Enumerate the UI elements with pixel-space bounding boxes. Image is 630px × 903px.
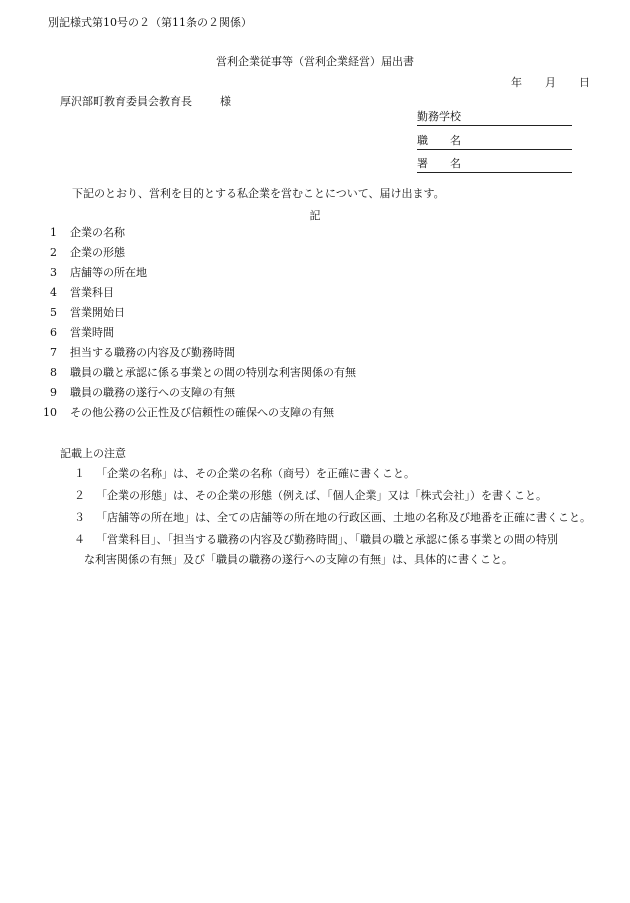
item-text: 店舗等の所在地 xyxy=(70,266,147,279)
item-number: 7 xyxy=(50,346,57,359)
note-number: ３ xyxy=(74,511,85,524)
item-number: 8 xyxy=(50,366,57,379)
notes-list xyxy=(60,467,591,575)
item-number: 2 xyxy=(50,246,57,259)
date-day-label: 日 xyxy=(579,76,590,89)
date-year-label: 年 xyxy=(511,76,522,89)
note-number: ２ xyxy=(74,489,85,502)
position-field[interactable] xyxy=(417,134,572,150)
ki-heading: 記 xyxy=(309,209,321,222)
note-item xyxy=(60,489,591,503)
item-number: 1 xyxy=(50,226,57,239)
item-number: 3 xyxy=(50,266,57,279)
signature-label-1: 署 xyxy=(417,157,428,170)
note-item xyxy=(60,511,591,525)
note-text: 「企業の形態」は、その企業の形態（例えば、「個人企業」又は「株式会社」）を書くこと。 xyxy=(96,489,547,502)
addressee-name: 厚沢部町教育委員会教育長 xyxy=(60,95,192,108)
note-number: ４ xyxy=(74,533,85,546)
item-text: 企業の名称 xyxy=(70,226,125,239)
signature-field[interactable] xyxy=(417,157,572,173)
position-label-2: 名 xyxy=(450,134,461,147)
note-item xyxy=(60,533,591,567)
item-number: 5 xyxy=(50,306,57,319)
signature-label-2: 名 xyxy=(450,157,461,170)
item-text: その他公務の公正性及び信頼性の確保への支障の有無 xyxy=(70,406,334,419)
position-label-1: 職 xyxy=(417,134,428,147)
note-text: 「営業科目」、「担当する職務の内容及び勤務時間」、「職員の職と承認に係る事業との間の特別 xyxy=(96,533,558,546)
addressee-honorific: 様 xyxy=(220,95,231,108)
item-text: 企業の形態 xyxy=(70,246,125,259)
item-number: 9 xyxy=(50,386,57,399)
note-text: 「企業の名称」は、その企業の名称（商号）を正確に書くこと。 xyxy=(96,467,415,480)
addressee xyxy=(60,95,231,109)
item-text: 営業開始日 xyxy=(70,306,125,319)
note-text: 「店舗等の所在地」は、全ての店舗等の所在地の行政区画、土地の名称及び地番を正確に書くこと。 xyxy=(96,511,591,524)
form-number: 別記様式第10号の２（第11条の２関係） xyxy=(48,16,252,29)
item-text: 職員の職と承認に係る事業との間の特別な利害関係の有無 xyxy=(70,366,356,379)
note-item xyxy=(60,467,591,481)
item-number: 4 xyxy=(50,286,57,299)
intro-text: 下記のとおり、営利を目的とする私企業を営むことについて、届け出ます。 xyxy=(72,187,445,200)
school-field[interactable] xyxy=(417,110,572,126)
item-text: 営業科目 xyxy=(70,286,114,299)
school-label: 勤務学校 xyxy=(417,110,461,123)
item-text: 職員の職務の遂行への支障の有無 xyxy=(70,386,235,399)
item-number: 6 xyxy=(50,326,57,339)
item-text: 営業時間 xyxy=(70,326,114,339)
note-text-continuation: な利害関係の有無」及び「職員の職務の遂行への支障の有無」は、具体的に書くこと。 xyxy=(84,553,513,566)
date-month-label: 月 xyxy=(545,76,556,89)
item-text: 担当する職務の内容及び勤務時間 xyxy=(70,346,235,359)
date-line xyxy=(488,76,590,90)
item-number: 10 xyxy=(43,406,57,419)
note-number: １ xyxy=(74,467,85,480)
notes-title: 記載上の注意 xyxy=(60,447,126,460)
document-title: 営利企業従事等（営利企業経営）届出書 xyxy=(216,55,414,68)
